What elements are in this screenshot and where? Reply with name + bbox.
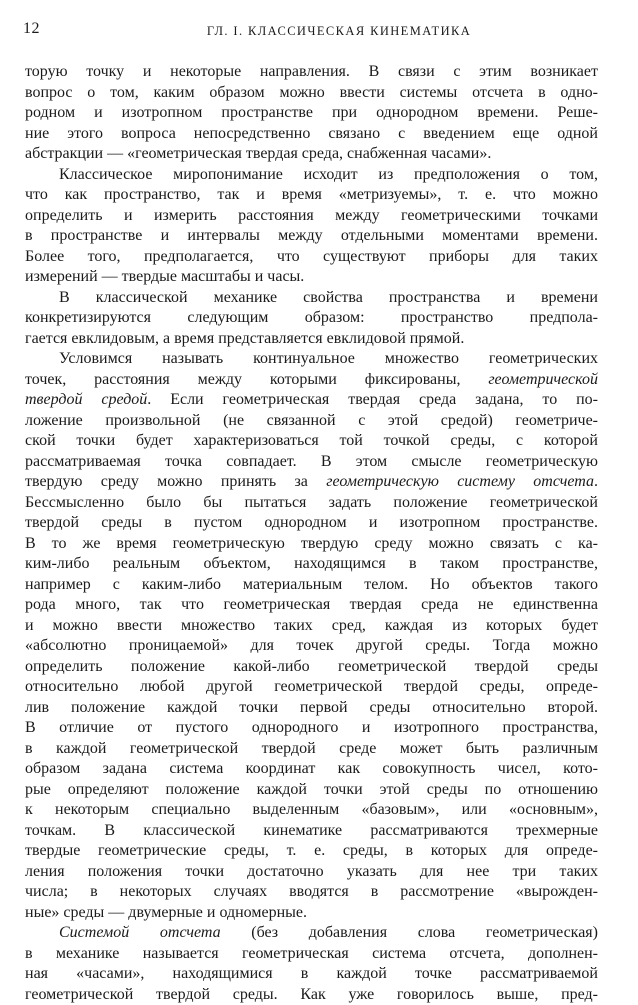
text-line: конкретизируются следующим образом: пространство предпола-	[25, 308, 598, 329]
text-line: в пространстве и интервалы между отдельными моментами времени.	[25, 226, 598, 247]
body-text	[25, 62, 598, 1005]
paragraph	[25, 62, 598, 165]
text-line: вопрос о том, каким образом можно ввести системы отсчета в одно-	[25, 83, 598, 104]
text-run: (без добавления слова геометрическая)	[221, 924, 598, 941]
text-line: Более того, предполагается, что существуют приборы для таких	[25, 247, 598, 268]
text-line: Бессмысленно было бы пытаться задать положение геометрической	[25, 493, 598, 514]
text-line: Условимся называть континуальное множество геометрических	[25, 349, 598, 370]
paragraph	[25, 349, 598, 923]
text-line	[25, 923, 598, 944]
text-line: геометрической твердой среды. Как уже говорилось выше, пред-	[25, 985, 598, 1005]
text-line: точкам. В классической кинематике рассматриваются трехмерные	[25, 821, 598, 842]
text-line: рассматриваемая точка совпадает. В этом смысле геометрическую	[25, 452, 598, 473]
paragraph	[25, 165, 598, 288]
text-line: В классической механике свойства пространства и времени	[25, 288, 598, 309]
text-line: Классическое миропонимание исходит из предположения о том,	[25, 165, 598, 186]
text-line: измерений — твердые масштабы и часы.	[25, 267, 598, 288]
text-line: родном и изотропном пространстве при однородном времени. Реше-	[25, 103, 598, 124]
text-line: ложение произвольной (не связанной с этой средой) геометриче-	[25, 411, 598, 432]
text-line: В отличие от пустого однородного и изотропного пространства,	[25, 718, 598, 739]
text-line: определить и измерить расстояния между геометрическими точками	[25, 206, 598, 227]
text-line: твердые геометрические среды, т. е. среды, в которых для опреде-	[25, 841, 598, 862]
text-line: в механике называется геометрическая система отсчета, дополнен-	[25, 944, 598, 965]
emphasized-term: Системой отсчета	[59, 924, 221, 941]
text-line: абстракции — «геометрическая твердая среда, снабженная часами».	[25, 144, 598, 165]
text-line: образом задана система координат как совокупность чисел, кото-	[25, 759, 598, 780]
text-line: ная «часами», находящимися в каждой точке рассматриваемой	[25, 964, 598, 985]
paragraph	[25, 923, 598, 1005]
text-run: . Если геометрическая твердая среда задана, то по-	[147, 391, 598, 408]
text-line	[25, 472, 598, 493]
running-head: ГЛ. I. КЛАССИЧЕСКАЯ КИНЕМАТИКА	[0, 24, 638, 39]
text-line: в каждой геометрической твердой среде может быть различным	[25, 739, 598, 760]
emphasized-term: геометрическую систему отсчета	[326, 473, 594, 490]
page-number: 12	[23, 20, 40, 38]
text-line: что как пространство, так и время «метризуемы», т. е. что можно	[25, 185, 598, 206]
emphasized-term: геометрической	[488, 371, 598, 388]
text-line: рода много, так что геометрическая твердая среда не единственна	[25, 595, 598, 616]
text-run: .	[594, 473, 598, 490]
text-line	[25, 370, 598, 391]
text-line: твердой среды в пустом однородном и изотропном пространстве.	[25, 513, 598, 534]
text-line: к некоторым специально выделенным «базовым», или «основным»,	[25, 800, 598, 821]
emphasized-term: твердой средой	[25, 391, 147, 408]
text-line: относительно любой другой геометрической твердой среды, опреде-	[25, 677, 598, 698]
text-line: торую точку и некоторые направления. В связи с этим возникает	[25, 62, 598, 83]
text-line: рые определяют положение каждой точки этой среды по отношению	[25, 780, 598, 801]
text-line: ким-либо реальным объектом, находящимся в таком пространстве,	[25, 554, 598, 575]
text-run: твердую среду можно принять за	[25, 473, 326, 490]
text-line: В то же время геометрическую твердую среду можно связать с ка-	[25, 534, 598, 555]
text-line: гается евклидовым, а время представляется евклидовой прямой.	[25, 329, 598, 350]
text-line: ской точки будет характеризоваться той точкой среды, с которой	[25, 431, 598, 452]
text-line: числа; в некоторых случаях вводятся в рассмотрение «вырожден-	[25, 882, 598, 903]
text-run: точек, расстояния между которыми фиксированы,	[25, 371, 488, 388]
text-line: например с каким-либо материальным телом. Но объектов такого	[25, 575, 598, 596]
text-line	[25, 390, 598, 411]
text-line: и можно ввести множество таких сред, каждая из которых будет	[25, 616, 598, 637]
text-line: определить положение какой-либо геометрической твердой среды	[25, 657, 598, 678]
text-line: ние этого вопроса непосредственно связано с введением еще одной	[25, 124, 598, 145]
paragraph	[25, 288, 598, 350]
text-line: лив положение каждой точки первой среды относительно второй.	[25, 698, 598, 719]
text-line: ления положения точки достаточно указать для нее три таких	[25, 862, 598, 883]
text-line: ные» среды — двумерные и одномерные.	[25, 903, 598, 924]
text-line: «абсолютно проницаемой» для точек другой среды. Тогда можно	[25, 636, 598, 657]
